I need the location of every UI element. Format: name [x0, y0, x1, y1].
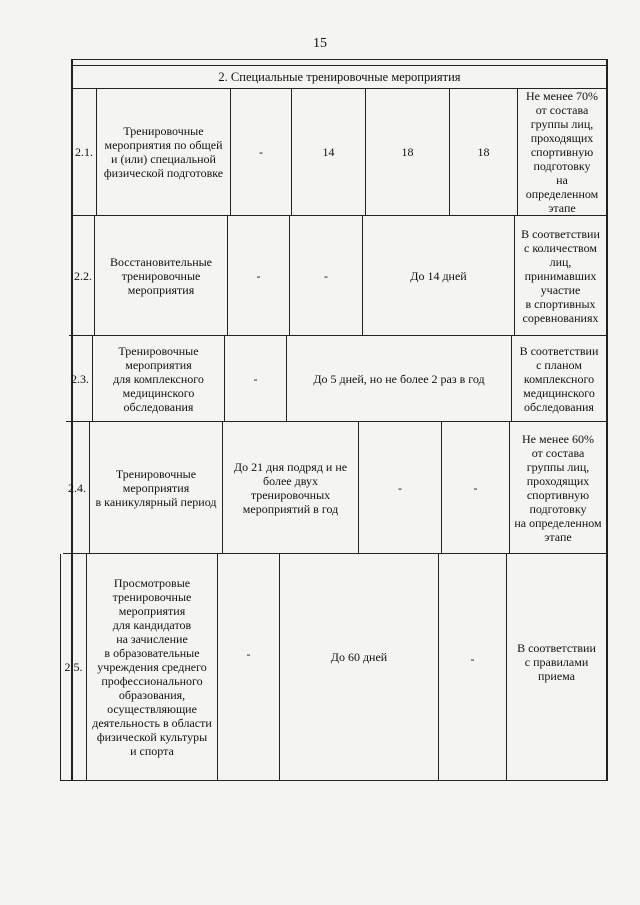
value-cell: 18: [401, 145, 414, 159]
value-span-cell: До 60 дней: [330, 650, 388, 664]
event-name: Просмотровые тренировочные мероприятия для кандидатов на зачисление в образовательные учреждения среднего профессионального образования, осуществляющие деятельность в области физической культуры и спорта: [92, 576, 212, 758]
table-border-bottom: [60, 780, 608, 781]
event-name: Тренировочные мероприятия по общей и (или) специальной физической подготовке: [103, 124, 224, 180]
section-title: 2. Специальные тренировочные мероприятия: [218, 70, 461, 84]
row-number: 2.3.: [71, 371, 89, 386]
page-number: 15: [313, 36, 327, 51]
value-cell: 14: [322, 145, 335, 159]
event-name: Восстановительные тренировочные мероприятия: [109, 254, 213, 297]
value-cell: -: [398, 480, 402, 495]
row-number: 2.1.: [75, 145, 93, 159]
note-cell: В соответствии с правилами приема: [517, 641, 596, 683]
value-cell: -: [253, 371, 258, 386]
event-name: Тренировочные мероприятия в каникулярный период: [95, 466, 217, 509]
note-cell: В соответствии с планом комплексного медицинского обследования: [519, 343, 599, 414]
row-number: 2.4.: [68, 480, 86, 495]
event-name: Тренировочные мероприятия для комплексного медицинского обследования: [113, 343, 204, 414]
row-number: 2.2.: [74, 268, 92, 283]
note-cell: Не менее 70% от состава группы лиц, проходящих спортивную подготовку на определенном этапе: [525, 89, 599, 215]
value-cell: -: [324, 268, 328, 283]
note-cell: Не менее 60% от состава группы лиц, проходящих спортивную подготовку на определенном этапе: [514, 431, 602, 544]
value-cell: -: [470, 652, 475, 666]
value-cell: -: [256, 268, 261, 283]
value-cell: 18: [477, 145, 490, 159]
row-number: 2.5.: [64, 660, 83, 674]
value-span-cell: До 5 дней, но не более 2 раз в год: [313, 371, 485, 386]
table-border-top: [71, 59, 608, 60]
note-cell: В соответствии с количеством лиц, принимавших участие в спортивных соревнованиях: [521, 226, 600, 325]
value-cell: -: [246, 647, 251, 661]
value-cell: -: [473, 480, 478, 495]
table-border-right: [606, 59, 608, 781]
value-span-cell: До 21 дня подряд и не более двух тренировочных мероприятий в год: [233, 459, 348, 516]
value-span-cell: До 14 дней: [410, 268, 467, 283]
value-cell: -: [259, 145, 263, 159]
